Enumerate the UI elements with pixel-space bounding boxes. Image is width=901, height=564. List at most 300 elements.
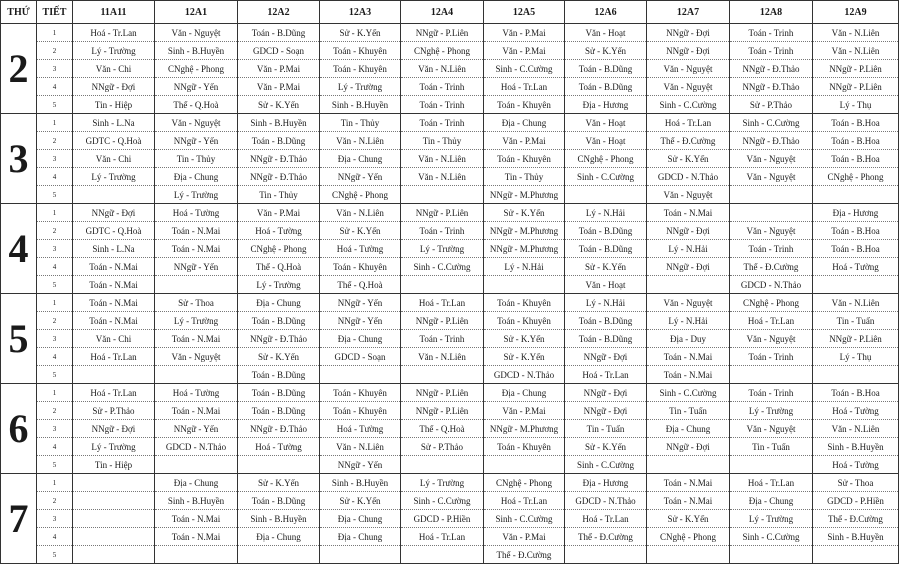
- lesson-cell: Lý - N.Hải: [565, 204, 647, 222]
- lesson-cell: Địa - Chung: [484, 114, 565, 132]
- lesson-cell: Tin - Thủy: [401, 132, 484, 150]
- period-number: 4: [37, 258, 73, 276]
- period-number: 3: [37, 330, 73, 348]
- lesson-cell: [565, 186, 647, 204]
- period-number: 5: [37, 186, 73, 204]
- lesson-cell: Lý - Thụ: [813, 96, 899, 114]
- schedule-row: [1, 96, 899, 114]
- lesson-cell: Hoá - Tr.Lan: [647, 114, 730, 132]
- period-number: 5: [37, 276, 73, 294]
- schedule-row: [1, 456, 899, 474]
- period-number: 4: [37, 78, 73, 96]
- lesson-cell: [813, 366, 899, 384]
- lesson-cell: NNgữ - Đợi: [647, 42, 730, 60]
- lesson-cell: Văn - Chi: [73, 60, 155, 78]
- lesson-cell: Toán - B.Dũng: [565, 222, 647, 240]
- lesson-cell: Văn - Nguyệt: [647, 78, 730, 96]
- lesson-cell: GDTC - Q.Hoà: [73, 132, 155, 150]
- schedule-row: [1, 312, 899, 330]
- lesson-cell: Toán - Khuyên: [320, 42, 401, 60]
- lesson-cell: Thể - Q.Hoà: [238, 258, 320, 276]
- class-header: 12A9: [813, 1, 899, 24]
- lesson-cell: Văn - N.Liên: [401, 168, 484, 186]
- lesson-cell: Lý - N.Hải: [647, 312, 730, 330]
- lesson-cell: NNgữ - Đợi: [73, 78, 155, 96]
- lesson-cell: Địa - Chung: [320, 528, 401, 546]
- lesson-cell: Toán - Trinh: [401, 96, 484, 114]
- period-number: 2: [37, 402, 73, 420]
- lesson-cell: Lý - Trường: [155, 186, 238, 204]
- schedule-row: [1, 546, 899, 564]
- lesson-cell: Sinh - B.Huyền: [320, 96, 401, 114]
- lesson-cell: Văn - Hoạt: [565, 132, 647, 150]
- period-number: 3: [37, 510, 73, 528]
- lesson-cell: Toán - B.Dũng: [238, 132, 320, 150]
- lesson-cell: GDCD - N.Thảo: [730, 276, 813, 294]
- lesson-cell: Sinh - B.Huyền: [238, 114, 320, 132]
- lesson-cell: Toán - Khuyên: [320, 402, 401, 420]
- lesson-cell: Hoá - Tường: [813, 402, 899, 420]
- lesson-cell: NNgữ - Đợi: [73, 204, 155, 222]
- lesson-cell: Hoá - Tr.Lan: [401, 528, 484, 546]
- class-header: 12A5: [484, 1, 565, 24]
- lesson-cell: Văn - N.Liên: [320, 438, 401, 456]
- schedule-row: [1, 24, 899, 42]
- lesson-cell: Văn - N.Liên: [401, 60, 484, 78]
- lesson-cell: Toán - B.Dũng: [238, 384, 320, 402]
- lesson-cell: Sử - K.Yến: [484, 330, 565, 348]
- lesson-cell: Địa - Chung: [155, 474, 238, 492]
- lesson-cell: Văn - P.Mai: [484, 402, 565, 420]
- lesson-cell: NNgữ - M.Phương: [484, 240, 565, 258]
- period-number: 2: [37, 42, 73, 60]
- lesson-cell: Văn - Hoạt: [565, 276, 647, 294]
- schedule-row: [1, 204, 899, 222]
- lesson-cell: Sinh - B.Huyền: [813, 438, 899, 456]
- schedule-row: [1, 240, 899, 258]
- day-label: 6: [1, 384, 37, 474]
- lesson-cell: Địa - Hương: [813, 204, 899, 222]
- lesson-cell: CNghệ - Phong: [320, 186, 401, 204]
- schedule-row: [1, 384, 899, 402]
- lesson-cell: Tin - Thủy: [320, 114, 401, 132]
- lesson-cell: Toán - N.Mai: [647, 492, 730, 510]
- schedule-row: [1, 78, 899, 96]
- lesson-cell: NNgữ - Đợi: [73, 420, 155, 438]
- lesson-cell: [401, 456, 484, 474]
- timetable-body: [1, 24, 899, 564]
- schedule-row: [1, 366, 899, 384]
- period-number: 5: [37, 546, 73, 564]
- lesson-cell: Văn - N.Liên: [813, 42, 899, 60]
- period-number: 1: [37, 24, 73, 42]
- lesson-cell: Sử - P.Thảo: [401, 438, 484, 456]
- lesson-cell: Toán - N.Mai: [647, 474, 730, 492]
- lesson-cell: GDCD - N.Thảo: [565, 492, 647, 510]
- lesson-cell: Hoá - Tr.Lan: [73, 384, 155, 402]
- class-header: 11A11: [73, 1, 155, 24]
- lesson-cell: NNgữ - Yến: [155, 78, 238, 96]
- lesson-cell: Lý - N.Hải: [565, 294, 647, 312]
- lesson-cell: NNgữ - P.Liên: [401, 384, 484, 402]
- lesson-cell: Sử - K.Yến: [238, 348, 320, 366]
- lesson-cell: Lý - Trường: [401, 240, 484, 258]
- lesson-cell: NNgữ - Yến: [320, 312, 401, 330]
- lesson-cell: Sử - P.Thảo: [730, 96, 813, 114]
- lesson-cell: [730, 186, 813, 204]
- schedule-row: [1, 528, 899, 546]
- lesson-cell: NNgữ - Yến: [320, 294, 401, 312]
- lesson-cell: NNgữ - Đ.Thảo: [238, 150, 320, 168]
- schedule-row: [1, 60, 899, 78]
- lesson-cell: [401, 186, 484, 204]
- lesson-cell: [238, 546, 320, 564]
- lesson-cell: Sinh - B.Huyền: [238, 510, 320, 528]
- header-row: [1, 1, 899, 24]
- lesson-cell: Sử - K.Yến: [320, 24, 401, 42]
- period-number: 1: [37, 294, 73, 312]
- period-number: 1: [37, 474, 73, 492]
- lesson-cell: Sinh - B.Huyền: [155, 492, 238, 510]
- schedule-row: [1, 150, 899, 168]
- lesson-cell: Toán - Trinh: [730, 240, 813, 258]
- lesson-cell: NNgữ - P.Liên: [401, 24, 484, 42]
- lesson-cell: Địa - Chung: [238, 528, 320, 546]
- lesson-cell: [730, 546, 813, 564]
- day-column-header: THỨ: [1, 1, 37, 24]
- schedule-row: [1, 42, 899, 60]
- lesson-cell: Tin - Hiệp: [73, 96, 155, 114]
- lesson-cell: Tin - Thủy: [155, 150, 238, 168]
- lesson-cell: Hoá - Tr.Lan: [730, 474, 813, 492]
- lesson-cell: Sinh - L.Na: [73, 240, 155, 258]
- lesson-cell: Tin - Tuấn: [647, 402, 730, 420]
- lesson-cell: Sử - K.Yến: [320, 492, 401, 510]
- lesson-cell: Toán - N.Mai: [155, 240, 238, 258]
- lesson-cell: Địa - Duy: [647, 330, 730, 348]
- day-label: 5: [1, 294, 37, 384]
- lesson-cell: NNgữ - Đợi: [647, 258, 730, 276]
- lesson-cell: Địa - Chung: [730, 492, 813, 510]
- schedule-row: [1, 222, 899, 240]
- lesson-cell: Toán - Trinh: [730, 348, 813, 366]
- lesson-cell: Thể - Đ.Cường: [565, 528, 647, 546]
- lesson-cell: Văn - P.Mai: [484, 528, 565, 546]
- lesson-cell: Lý - Trường: [155, 312, 238, 330]
- lesson-cell: Văn - N.Liên: [320, 204, 401, 222]
- lesson-cell: Hoá - Tường: [320, 240, 401, 258]
- lesson-cell: GDCD - N.Thảo: [155, 438, 238, 456]
- lesson-cell: Tin - Tuấn: [730, 438, 813, 456]
- lesson-cell: NNgữ - Đ.Thảo: [238, 420, 320, 438]
- lesson-cell: Văn - P.Mai: [484, 24, 565, 42]
- lesson-cell: Sử - K.Yến: [484, 348, 565, 366]
- lesson-cell: [730, 456, 813, 474]
- schedule-row: [1, 474, 899, 492]
- lesson-cell: NNgữ - Đợi: [647, 222, 730, 240]
- lesson-cell: NNgữ - P.Liên: [401, 402, 484, 420]
- lesson-cell: Hoá - Tường: [320, 420, 401, 438]
- lesson-cell: Sinh - B.Huyền: [155, 42, 238, 60]
- lesson-cell: [565, 546, 647, 564]
- lesson-cell: Văn - P.Mai: [484, 132, 565, 150]
- lesson-cell: Hoá - Tr.Lan: [565, 510, 647, 528]
- lesson-cell: Toán - N.Mai: [73, 276, 155, 294]
- lesson-cell: Sử - K.Yến: [238, 96, 320, 114]
- lesson-cell: [813, 276, 899, 294]
- lesson-cell: GDCD - N.Thảo: [484, 366, 565, 384]
- lesson-cell: Lý - N.Hải: [484, 258, 565, 276]
- lesson-cell: Toán - B.Dũng: [238, 312, 320, 330]
- lesson-cell: [73, 186, 155, 204]
- lesson-cell: [73, 510, 155, 528]
- lesson-cell: [320, 546, 401, 564]
- lesson-cell: [401, 546, 484, 564]
- lesson-cell: Sử - K.Yến: [565, 42, 647, 60]
- lesson-cell: GDCD - P.Hiền: [813, 492, 899, 510]
- lesson-cell: [73, 546, 155, 564]
- lesson-cell: Văn - Nguyệt: [155, 24, 238, 42]
- lesson-cell: Lý - Trường: [401, 474, 484, 492]
- lesson-cell: CNghệ - Phong: [401, 42, 484, 60]
- lesson-cell: Văn - P.Mai: [484, 42, 565, 60]
- lesson-cell: [155, 546, 238, 564]
- lesson-cell: Toán - B.Dũng: [565, 78, 647, 96]
- lesson-cell: NNgữ - P.Liên: [813, 60, 899, 78]
- lesson-cell: Văn - P.Mai: [238, 60, 320, 78]
- schedule-row: [1, 438, 899, 456]
- lesson-cell: Hoá - Tr.Lan: [484, 78, 565, 96]
- period-number: 3: [37, 420, 73, 438]
- lesson-cell: Toán - N.Mai: [73, 312, 155, 330]
- schedule-row: [1, 258, 899, 276]
- lesson-cell: Thể - Đ.Cường: [647, 132, 730, 150]
- period-number: 3: [37, 240, 73, 258]
- lesson-cell: CNghệ - Phong: [484, 474, 565, 492]
- period-number: 1: [37, 204, 73, 222]
- lesson-cell: [238, 456, 320, 474]
- period-number: 2: [37, 312, 73, 330]
- lesson-cell: Toán - Trinh: [730, 24, 813, 42]
- lesson-cell: Toán - B.Dũng: [238, 366, 320, 384]
- lesson-cell: Sử - K.Yến: [647, 510, 730, 528]
- lesson-cell: [730, 204, 813, 222]
- lesson-cell: Văn - N.Liên: [401, 150, 484, 168]
- lesson-cell: [401, 276, 484, 294]
- period-number: 4: [37, 438, 73, 456]
- lesson-cell: Sử - Thoa: [155, 294, 238, 312]
- lesson-cell: Văn - Nguyệt: [647, 186, 730, 204]
- lesson-cell: Toán - Trinh: [730, 42, 813, 60]
- lesson-cell: Sử - K.Yến: [565, 438, 647, 456]
- lesson-cell: GDCD - P.Hiền: [401, 510, 484, 528]
- lesson-cell: Toán - Khuyên: [484, 294, 565, 312]
- lesson-cell: Sinh - C.Cường: [647, 384, 730, 402]
- period-number: 4: [37, 528, 73, 546]
- lesson-cell: Hoá - Tường: [813, 456, 899, 474]
- lesson-cell: Hoá - Tr.Lan: [484, 492, 565, 510]
- lesson-cell: [647, 546, 730, 564]
- schedule-row: [1, 132, 899, 150]
- lesson-cell: Toán - Khuyên: [320, 60, 401, 78]
- lesson-cell: NNgữ - Đ.Thảo: [730, 60, 813, 78]
- lesson-cell: [813, 546, 899, 564]
- day-label: 2: [1, 24, 37, 114]
- lesson-cell: Toán - B.Dũng: [565, 312, 647, 330]
- lesson-cell: Văn - N.Liên: [401, 348, 484, 366]
- class-header: 12A3: [320, 1, 401, 24]
- period-number: 2: [37, 132, 73, 150]
- period-number: 1: [37, 114, 73, 132]
- lesson-cell: Toán - N.Mai: [647, 204, 730, 222]
- schedule-row: [1, 420, 899, 438]
- lesson-cell: NNgữ - Đợi: [565, 384, 647, 402]
- lesson-cell: Sinh - B.Huyền: [320, 474, 401, 492]
- lesson-cell: Toán - Trinh: [730, 384, 813, 402]
- schedule-row: [1, 510, 899, 528]
- lesson-cell: [401, 366, 484, 384]
- class-header: 12A7: [647, 1, 730, 24]
- lesson-cell: Tin - Hiệp: [73, 456, 155, 474]
- lesson-cell: [813, 186, 899, 204]
- lesson-cell: NNgữ - Đ.Thảo: [730, 132, 813, 150]
- lesson-cell: Toán - N.Mai: [647, 366, 730, 384]
- lesson-cell: Sinh - C.Cường: [484, 60, 565, 78]
- lesson-cell: [73, 474, 155, 492]
- lesson-cell: Lý - Trường: [238, 276, 320, 294]
- lesson-cell: NNgữ - Yến: [155, 258, 238, 276]
- lesson-cell: Lý - Thụ: [813, 348, 899, 366]
- lesson-cell: Văn - Hoạt: [565, 24, 647, 42]
- lesson-cell: Văn - N.Liên: [813, 24, 899, 42]
- period-number: 1: [37, 384, 73, 402]
- lesson-cell: Toán - N.Mai: [155, 510, 238, 528]
- period-number: 5: [37, 366, 73, 384]
- lesson-cell: CNghệ - Phong: [565, 150, 647, 168]
- lesson-cell: Toán - N.Mai: [155, 330, 238, 348]
- lesson-cell: Sinh - B.Huyền: [813, 528, 899, 546]
- schedule-row: [1, 492, 899, 510]
- lesson-cell: NNgữ - Yến: [320, 168, 401, 186]
- lesson-cell: GDCD - Soạn: [320, 348, 401, 366]
- lesson-cell: Thể - Q.Hoà: [155, 96, 238, 114]
- lesson-cell: Thể - Đ.Cường: [730, 258, 813, 276]
- lesson-cell: Toán - N.Mai: [155, 528, 238, 546]
- lesson-cell: Toán - Trinh: [401, 222, 484, 240]
- lesson-cell: Toán - Khuyên: [320, 384, 401, 402]
- lesson-cell: Tin - Tuấn: [565, 420, 647, 438]
- lesson-cell: Văn - Nguyệt: [730, 150, 813, 168]
- lesson-cell: Hoá - Tường: [238, 438, 320, 456]
- day-label: 7: [1, 474, 37, 564]
- lesson-cell: Sử - P.Thảo: [73, 402, 155, 420]
- lesson-cell: Hoá - Tr.Lan: [73, 348, 155, 366]
- schedule-row: [1, 294, 899, 312]
- lesson-cell: Lý - Trường: [320, 78, 401, 96]
- lesson-cell: Toán - Khuyên: [484, 438, 565, 456]
- lesson-cell: Văn - Hoạt: [565, 114, 647, 132]
- lesson-cell: Lý - Trường: [730, 510, 813, 528]
- day-label: 4: [1, 204, 37, 294]
- schedule-row: [1, 168, 899, 186]
- lesson-cell: Toán - N.Mai: [73, 294, 155, 312]
- lesson-cell: NNgữ - M.Phương: [484, 186, 565, 204]
- lesson-cell: Toán - B.Hoa: [813, 240, 899, 258]
- lesson-cell: Toán - Khuyên: [484, 312, 565, 330]
- lesson-cell: Văn - Nguyệt: [730, 168, 813, 186]
- period-number: 5: [37, 456, 73, 474]
- lesson-cell: Hoá - Tr.Lan: [73, 24, 155, 42]
- schedule-row: [1, 276, 899, 294]
- lesson-cell: Toán - B.Dũng: [238, 492, 320, 510]
- lesson-cell: Thể - Q.Hoà: [401, 420, 484, 438]
- lesson-cell: Địa - Chung: [484, 384, 565, 402]
- day-label: 3: [1, 114, 37, 204]
- lesson-cell: [155, 456, 238, 474]
- lesson-cell: Sử - K.Yến: [484, 204, 565, 222]
- lesson-cell: Địa - Chung: [155, 168, 238, 186]
- lesson-cell: Toán - B.Hoa: [813, 132, 899, 150]
- period-number: 2: [37, 222, 73, 240]
- lesson-cell: NNgữ - Đợi: [647, 438, 730, 456]
- lesson-cell: Sử - Thoa: [813, 474, 899, 492]
- lesson-cell: Toán - B.Dũng: [565, 330, 647, 348]
- lesson-cell: NNgữ - P.Liên: [813, 330, 899, 348]
- lesson-cell: Toán - B.Dũng: [565, 60, 647, 78]
- lesson-cell: Toán - Khuyên: [320, 258, 401, 276]
- lesson-cell: CNghệ - Phong: [730, 294, 813, 312]
- lesson-cell: Văn - Nguyệt: [730, 420, 813, 438]
- lesson-cell: Văn - Nguyệt: [155, 348, 238, 366]
- lesson-cell: Hoá - Tr.Lan: [401, 294, 484, 312]
- schedule-row: [1, 114, 899, 132]
- lesson-cell: Toán - N.Mai: [647, 348, 730, 366]
- lesson-cell: Địa - Chung: [320, 330, 401, 348]
- lesson-cell: Thể - Đ.Cường: [813, 510, 899, 528]
- lesson-cell: CNghệ - Phong: [155, 60, 238, 78]
- lesson-cell: Toán - Khuyên: [484, 150, 565, 168]
- lesson-cell: Hoá - Tr.Lan: [565, 366, 647, 384]
- lesson-cell: [155, 276, 238, 294]
- lesson-cell: Văn - Nguyệt: [155, 114, 238, 132]
- lesson-cell: CNghệ - Phong: [647, 528, 730, 546]
- lesson-cell: NNgữ - Đ.Thảo: [730, 78, 813, 96]
- class-header: 12A4: [401, 1, 484, 24]
- lesson-cell: Sử - K.Yến: [647, 150, 730, 168]
- lesson-cell: Văn - Nguyệt: [730, 330, 813, 348]
- lesson-cell: Sử - K.Yến: [238, 474, 320, 492]
- lesson-cell: NNgữ - Yến: [155, 420, 238, 438]
- class-header: 12A8: [730, 1, 813, 24]
- lesson-cell: [320, 366, 401, 384]
- class-header: 12A2: [238, 1, 320, 24]
- schedule-row: [1, 348, 899, 366]
- period-column-header: TIẾT: [37, 1, 73, 24]
- lesson-cell: Địa - Chung: [320, 150, 401, 168]
- lesson-cell: [155, 366, 238, 384]
- lesson-cell: Tin - Tuấn: [813, 312, 899, 330]
- lesson-cell: NNgữ - P.Liên: [401, 312, 484, 330]
- period-number: 4: [37, 348, 73, 366]
- lesson-cell: Sinh - C.Cường: [484, 510, 565, 528]
- lesson-cell: [484, 276, 565, 294]
- lesson-cell: Địa - Chung: [238, 294, 320, 312]
- lesson-cell: [730, 366, 813, 384]
- lesson-cell: NNgữ - Đợi: [565, 348, 647, 366]
- period-number: 3: [37, 60, 73, 78]
- lesson-cell: Lý - Trường: [73, 438, 155, 456]
- lesson-cell: Địa - Chung: [320, 510, 401, 528]
